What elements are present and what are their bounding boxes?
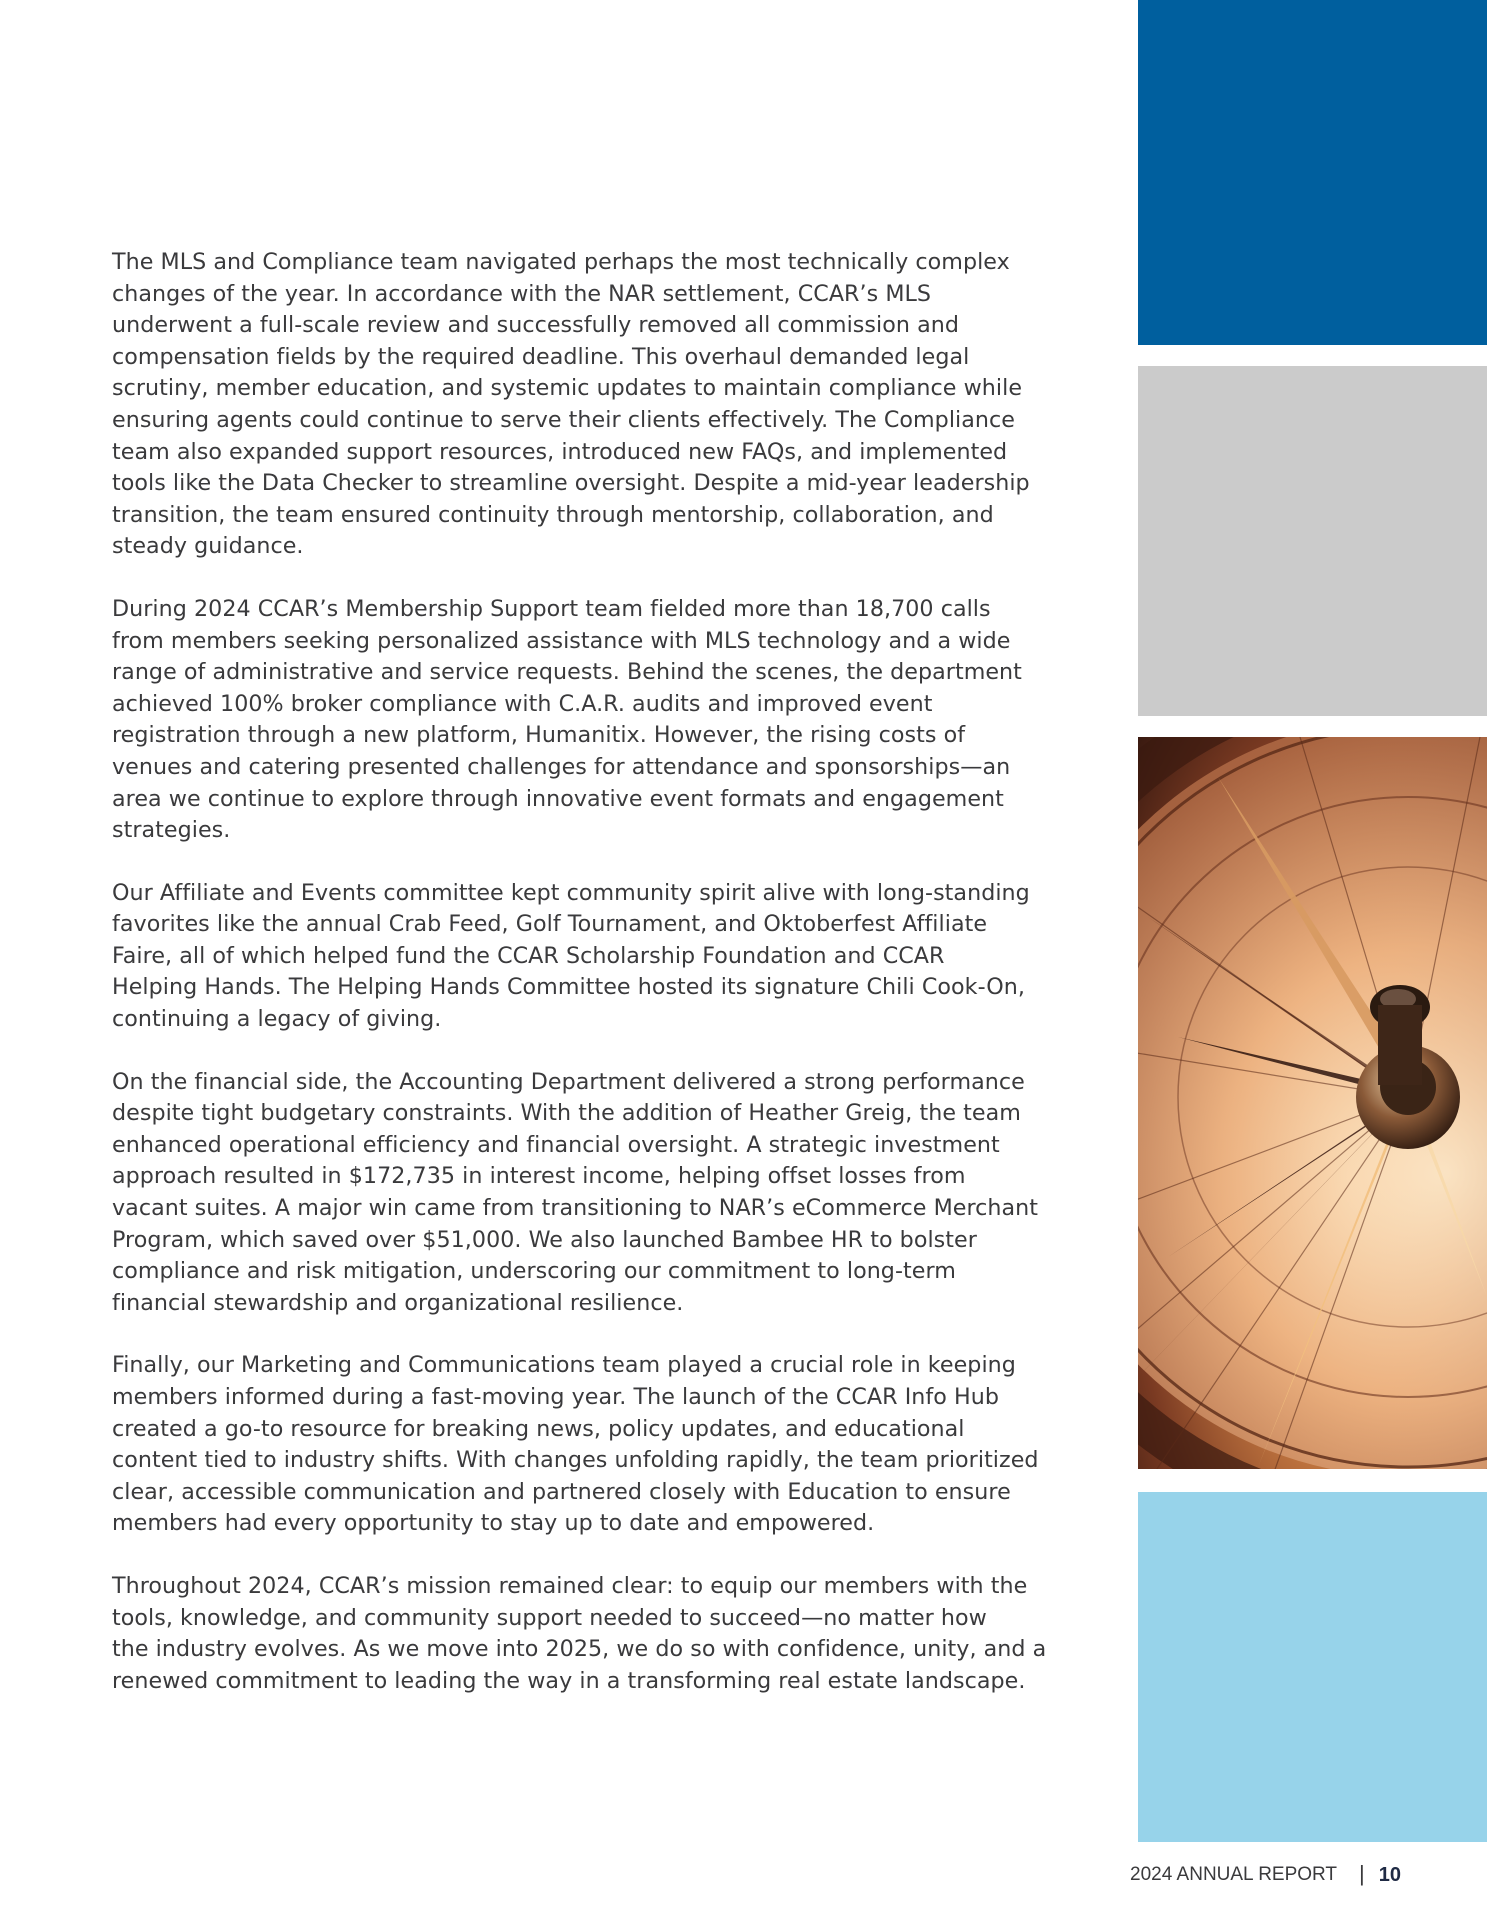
body-text (112, 247, 1062, 1728)
paragraph-marketing: Finally, our Marketing and Communications team played a crucial role in keeping members informed during a fast-moving year. The launch of the CCAR Info Hub created a go-to resource for breaking news, policy updates, and educational content tied to industry shifts. With changes unfolding rapidly, the team prioritized clear, accessible communication and partnered closely with Education to ensure members had every opportunity to stay up to date and empowered. (112, 1352, 1039, 1537)
compass-photo (1138, 737, 1487, 1469)
sidebar-blue-block (1138, 0, 1487, 345)
paragraph-accounting: On the financial side, the Accounting Department delivered a strong performance despite tight budgetary constraints. With the addition of Heather Greig, the team enhanced operational efficiency and financial oversight. A strategic investment approach resulted in $172,735 in interest income, helping offset losses from vacant suites. A major win came from transitioning to NAR’s eCommerce Merchant Program, which saved over $51,000. We also launched Bambee HR to bolster compliance and risk mitigation, underscoring our commitment to long-term financial stewardship and organizational resilience. (112, 1068, 1039, 1316)
sidebar-light-blue-block (1138, 1492, 1487, 1842)
page-footer (1130, 1862, 1401, 1888)
sidebar-gray-block (1138, 366, 1487, 716)
report-label: 2024 ANNUAL REPORT (1130, 1864, 1338, 1885)
paragraph-mls-compliance: The MLS and Compliance team navigated perhaps the most technically complex changes of the year. In accordance with the NAR settlement, CCAR’s MLS underwent a full-scale review and successfully removed all commission and compensation fields by the required deadline. This overhaul demanded legal scrutiny, member education, and systemic updates to maintain compliance while ensuring agents could continue to serve their clients effectively. The Compliance team also expanded support resources, introduced new FAQs, and implemented tools like the Data Checker to streamline oversight. Despite a mid-year leadership transition, the team ensured continuity through mentorship, collaboration, and steady guidance. (112, 249, 1030, 560)
compass-icon (1138, 737, 1487, 1469)
page-number: 10 (1378, 1863, 1401, 1886)
paragraph-membership-support: During 2024 CCAR’s Membership Support team fielded more than 18,700 calls from members seeking personalized assistance with MLS technology and a wide range of administrative and service requests. Behind the scenes, the department achieved 100% broker compliance with C.A.R. audits and improved event registration through a new platform, Humanitix. However, the rising costs of venues and catering presented challenges for attendance and sponsorships—an area we continue to explore through innovative event formats and engagement strategies. (112, 595, 1022, 844)
paragraph-affiliate-events: Our Affiliate and Events committee kept community spirit alive with long-standing favorites like the annual Crab Feed, Golf Tournament, and Oktoberfest Affiliate Faire, all of which helped fund the CCAR Scholarship Foundation and CCAR Helping Hands. The Helping Hands Committee hosted its signature Chili Cook-On, continuing a legacy of giving. (112, 879, 1030, 1033)
paragraph-closing: Throughout 2024, CCAR’s mission remained clear: to equip our members with the tools, knowledge, and community support needed to succeed—no matter how the industry evolves. As we move into 2025, we do so with confidence, unity, and a renewed commitment to leading the way in a transforming real estate landscape. (112, 1572, 1047, 1694)
footer-separator: | (1359, 1861, 1365, 1886)
